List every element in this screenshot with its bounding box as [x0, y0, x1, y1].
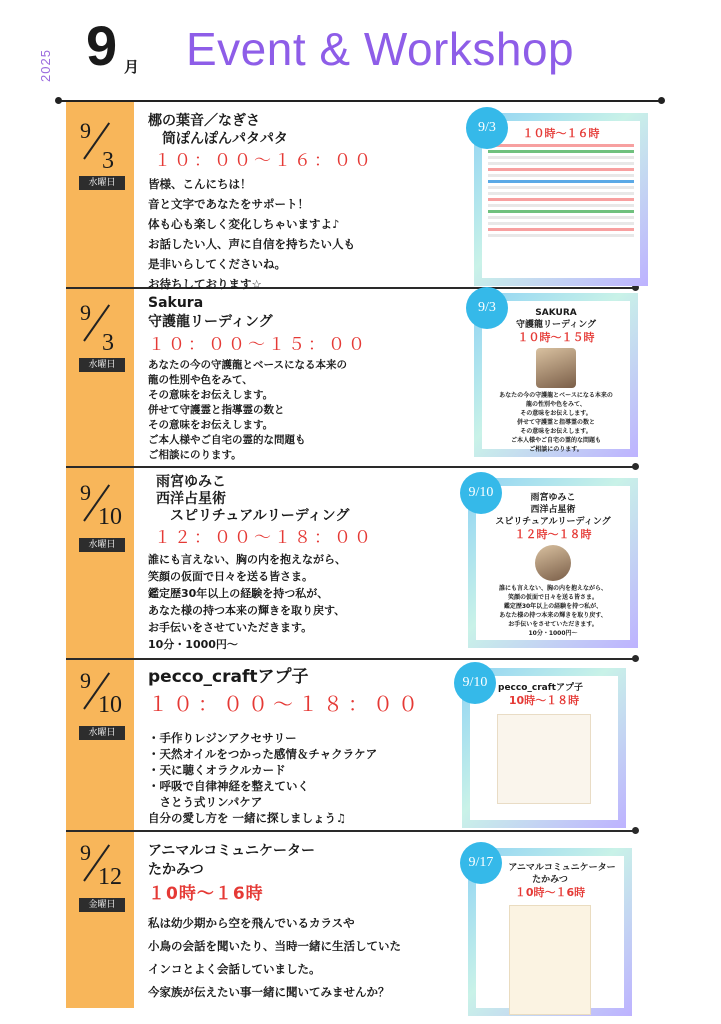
event-body-line: 是非いらしてくださいね。	[148, 257, 286, 271]
event-details	[148, 112, 468, 294]
poster-subtitle: 守護龍リーディング	[515, 320, 597, 330]
poster-body-line: その意味をお伝えします。	[520, 428, 592, 435]
event-date	[66, 480, 134, 550]
event-date	[66, 118, 134, 188]
row-divider	[66, 466, 636, 468]
poster-body-line: 誰にも言えない、胸の内を抱えながら、	[498, 585, 607, 592]
poster-subtitle: 西洋占星術	[530, 505, 576, 515]
year-label: 2025	[38, 49, 53, 83]
event-time: １０：００〜１８：００	[148, 692, 423, 716]
event-body-line: あなたの今の守護龍とベースになる本来の	[148, 359, 347, 371]
poster-date-badge: 9/17	[460, 842, 502, 884]
poster-name: アニマルコミュニケーター	[508, 863, 616, 873]
date-month: 9	[80, 840, 91, 865]
poster-body-line: 併せて守護霊と指導霊の数と	[516, 419, 595, 426]
weekday-badge: 水曜日	[79, 358, 125, 372]
poster-name: pecco_craftアプ子	[498, 683, 583, 693]
event-poster	[474, 113, 648, 286]
poster-photo	[535, 545, 571, 581]
poster-date-badge: 9/10	[454, 662, 496, 704]
event-body-line: 私は幼少期から空を飛んでいるカラスや	[148, 916, 355, 930]
event-details	[148, 474, 466, 653]
poster-name: 雨宮ゆみこ	[530, 493, 576, 503]
event-body-line: お話したい人、声に自信を持ちたい人も	[148, 237, 355, 251]
row-divider	[66, 658, 636, 660]
event-details	[148, 666, 458, 826]
poster-body-line: その意味をお伝えします。	[520, 410, 592, 417]
event-body-line: その意味をお伝えします。	[148, 389, 274, 401]
poster-subtitle: たかみつ	[532, 875, 568, 885]
poster-body-line: 鑑定歴30年以上の経験を持つ私が、	[503, 603, 603, 610]
poster-time: １０時〜１６時	[522, 127, 600, 140]
poster-body-line: 笑顔の仮面で日々を送る皆さま。	[507, 594, 598, 601]
event-body-line: 10分・1000円〜	[148, 638, 238, 651]
top-divider	[58, 100, 662, 102]
event-body-line: 併せて守護霊と指導霊の数と	[148, 404, 285, 416]
event-body-line: 皆様、こんにちは！	[148, 177, 252, 191]
page-title: Event & Workshop	[186, 23, 575, 75]
event-body-line: 自分の愛し方を 一緒に探しましょう♫	[148, 811, 347, 825]
event-date	[66, 840, 134, 910]
event-title: 梛の葉音／なぎさ 筒ぽんぽんパタパタ	[148, 113, 288, 147]
event-time: １0時〜１6時	[148, 884, 264, 904]
date-day: 10	[98, 504, 122, 530]
event-body-line: ・手作りレジンアクセサリー	[148, 731, 297, 745]
event-date	[66, 300, 134, 370]
event-body-line: 鑑定歴30年以上の経験を持つ私が、	[148, 587, 329, 600]
poster-date-badge: 9/10	[460, 472, 502, 514]
weekday-badge: 水曜日	[79, 176, 125, 190]
event-date	[66, 668, 134, 738]
event-body-line: お手伝いをさせていただきます。	[148, 621, 313, 634]
poster-body-line: あなたの今の守護龍とベースになる本来の	[499, 392, 613, 399]
event-poster	[474, 293, 638, 457]
event-time: １０：００〜１５：００	[148, 335, 368, 355]
event-poster	[468, 848, 632, 1016]
event-body-line: さとう式リンパケア	[148, 795, 263, 809]
poster-time: １０時〜１５時	[517, 331, 595, 344]
event-body-line: 龍の性別や色をみて、	[148, 374, 253, 386]
poster-body-line: ご相談にのります。	[529, 446, 583, 453]
poster-name: SAKURA	[535, 308, 577, 318]
weekday-badge: 水曜日	[79, 538, 125, 552]
event-body-line: インコとよく会話していました。	[148, 962, 321, 976]
event-title: Sakura 守護龍リーディング	[148, 295, 273, 330]
event-title: アニマルコミュニケーター たかみつ	[148, 843, 316, 878]
poster-body-line: 龍の性別や色をみて、	[526, 401, 586, 408]
event-body-line: 小鳥の会話を聞いたり、当時一緒に生活していた	[148, 939, 401, 953]
event-body-line: 今家族が伝えたい事一緒に聞いてみませんか？	[148, 985, 390, 999]
month-suffix: 月	[124, 58, 140, 76]
event-body-line: ・呼吸で自律神経を整えていく	[148, 779, 309, 793]
event-poster	[462, 668, 626, 828]
date-day: 10	[98, 692, 122, 718]
poster-date-badge: 9/3	[466, 107, 508, 149]
poster-date-badge: 9/3	[466, 287, 508, 329]
event-body-line: ・天に聴くオラクルカード	[148, 763, 286, 777]
event-title: pecco_craftアプ子	[148, 667, 309, 687]
weekday-badge: 金曜日	[79, 898, 125, 912]
date-month: 9	[80, 300, 91, 325]
event-body-line: その意味をお伝えします。	[148, 419, 274, 431]
event-body-line: ・天然オイルをつかった感情＆チャクラケア	[148, 747, 378, 761]
event-body-line: ご相談にのります。	[148, 449, 242, 461]
poster-time: １0時〜１6時	[514, 886, 586, 899]
date-month: 9	[80, 118, 91, 143]
poster-body-line: あなた様の持つ本来の輝きを取り戻す、	[499, 612, 607, 619]
event-poster	[468, 478, 638, 648]
event-body-line: 音と文字であなたをサポート！	[148, 197, 309, 211]
poster-subtitle-2: スピリチュアルリーディング	[495, 517, 611, 527]
event-details	[148, 842, 468, 1004]
date-month: 9	[80, 668, 91, 693]
event-body-line: あなた様の持つ本来の輝きを取り戻す、	[148, 604, 346, 617]
event-time: １０：００〜１６：００	[154, 151, 374, 171]
poster-body-line: お手伝いをさせていただきます。	[508, 621, 598, 628]
month-number: 9	[86, 14, 118, 77]
row-divider	[66, 830, 636, 832]
poster-body-line: ご本人様やご自宅の霊的な問題も	[510, 437, 601, 444]
date-day: 3	[102, 148, 114, 174]
event-title: 雨宮ゆみこ 西洋占星術 スピリチュアルリーディング	[156, 474, 350, 524]
date-month: 9	[80, 480, 91, 505]
weekday-badge: 水曜日	[79, 726, 125, 740]
poster-card-image	[497, 714, 591, 804]
date-day: 12	[98, 864, 122, 890]
event-body-line: お待ちしております☆	[148, 277, 262, 291]
poster-time: 10時〜１８時	[508, 694, 580, 707]
poster-time: １２時〜１８時	[514, 528, 592, 541]
event-body-line: 誰にも言えない、胸の内を抱えながら、	[148, 553, 346, 566]
date-day: 3	[102, 330, 114, 356]
poster-body-line: 10分・1000円〜	[528, 630, 578, 637]
poster-photo	[536, 348, 576, 388]
event-body-line: 体も心も楽しく変化しちゃいますよ♪	[148, 217, 340, 231]
event-body-line: ご本人様やご自宅の霊的な問題も	[148, 434, 306, 446]
event-body-line: 笑顔の仮面で日々を送る皆さま。	[148, 570, 313, 583]
event-details	[148, 294, 458, 463]
event-time: １２：００〜１８：００	[154, 528, 374, 548]
poster-card-image	[509, 905, 591, 1015]
